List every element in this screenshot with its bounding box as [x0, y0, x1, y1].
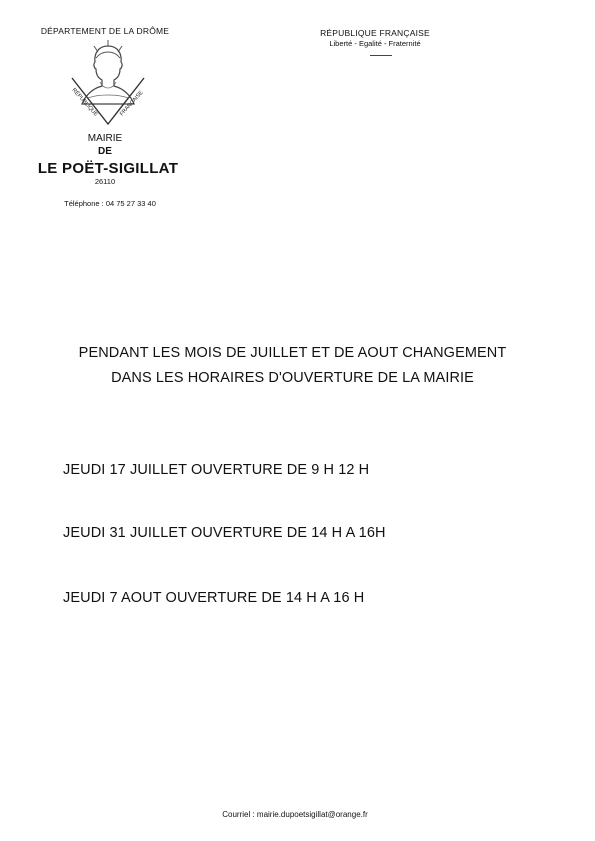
schedule-item: JEUDI 17 JUILLET OUVERTURE DE 9 H 12 H	[63, 462, 370, 478]
town-name: LE POËT-SIGILLAT	[37, 160, 179, 177]
email-footer: Courriel : mairie.dupoetsigillat@orange.fr	[222, 810, 368, 819]
notice-heading-line-2: DANS LES HORAIRES D'OUVERTURE DE LA MAIRIE	[111, 370, 474, 386]
mairie-label: MAIRIE	[87, 133, 123, 144]
phone-number: Téléphone : 04 75 27 33 40	[64, 199, 156, 208]
republic-motto: Liberté - Egalité - Fraternité	[329, 39, 421, 48]
seal-text-right: FRANÇAISE	[119, 89, 145, 118]
notice-heading-line-1: PENDANT LES MOIS DE JUILLET ET DE AOUT CHANGEMENT	[78, 345, 507, 361]
schedule-item: JEUDI 7 AOUT OUVERTURE DE 14 H A 16 H	[63, 590, 365, 606]
department-name: DÉPARTEMENT DE LA DRÔME	[40, 26, 170, 36]
republic-label: RÉPUBLIQUE FRANÇAISE	[320, 28, 430, 38]
marianne-seal-icon	[58, 38, 158, 128]
seal-text-left: RÉPUBLIQUE	[70, 87, 99, 118]
postal-code: 26110	[94, 177, 116, 186]
motto-divider	[370, 55, 392, 56]
schedule-item: JEUDI 31 JUILLET OUVERTURE DE 14 H A 16H	[63, 525, 386, 541]
de-label: DE	[98, 146, 112, 157]
